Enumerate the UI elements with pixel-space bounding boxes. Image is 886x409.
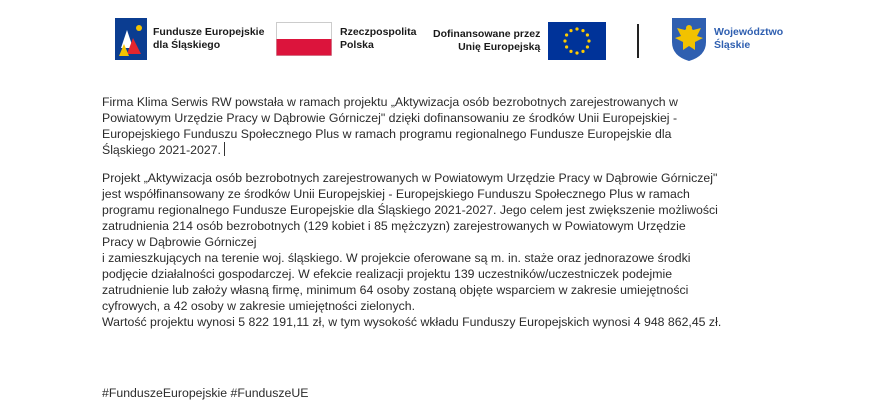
project-line: Projekt „Aktywizacja osób bezrobotnych zarejestrowanych w Powiatowym Urzędzie Pracy w Dąbrowie Górniczej": [102, 171, 718, 185]
project-value-line: Wartość projektu wynosi 5 822 191,11 zł, w tym wysokość wkładu Funduszy Europejskich wynosi 4 948 862,45 zł.: [102, 315, 722, 329]
sl-label: Województwo Śląskie: [714, 26, 784, 51]
logo-rzeczpospolita-polska: [276, 22, 416, 56]
intro-paragraph: [102, 94, 792, 158]
intro-line-text: Śląskiego 2021-2027.: [102, 143, 221, 157]
eu-flag-icon: [548, 22, 606, 60]
project-line: podjęcie działalności gospodarczej. W efekcie realizacji projektu 139 uczestników/uczestniczek podejmie: [102, 267, 673, 281]
project-line: cyfrowych, a 42 osoby w zakresie umiejętności zielonych.: [102, 299, 416, 313]
polish-flag-icon: [276, 22, 332, 56]
logo-separator: [637, 24, 639, 58]
intro-line: [102, 142, 792, 158]
project-line: programu regionalnego Fundusze Europejskie dla Śląskiego 2021-2027. Jego celem jest zwiększenie możliwości: [102, 203, 718, 217]
fe-emblem-icon: [115, 18, 147, 60]
project-line: i zamieszkujących na terenie woj. śląskiego. W projekcie oferowane są m. in. staże oraz jednorazowe środki: [102, 251, 691, 265]
hashtags: #FunduszeEuropejskie #FunduszeUE: [102, 386, 309, 400]
ue-label: Dofinansowane przez Unię Europejską: [433, 28, 541, 53]
intro-line: Europejskiego Funduszu Społecznego Plus w ramach programu regionalnego Fundusze Europejskie dla: [102, 127, 672, 141]
intro-line: Powiatowym Urzędzie Pracy w Dąbrowie Górniczej" dzięki dofinansowaniu ze środków Unii Europejskiej -: [102, 111, 678, 125]
intro-line: Firma Klima Serwis RW powstała w ramach projektu „Aktywizacja osób bezrobotnych zarejestrowanych w: [102, 95, 678, 109]
project-line: zatrudnienia 214 osób bezrobotnych (129 kobiet i 85 mężczyzn) zarejestrowanych w Powiatowym Urzędzie: [102, 219, 686, 233]
project-line: zatrudnienie lub założy własną firmę, minimum 64 osoby zostaną objęte wsparciem w zakresie umiejętności: [102, 283, 689, 297]
funding-logo-bar: [100, 10, 790, 72]
project-line: jest współfinansowany ze środków Unii Europejskiej - Europejskiego Funduszu Społecznego Plus w ramach: [102, 187, 690, 201]
project-line: Pracy w Dąbrowie Górniczej: [102, 235, 257, 249]
rp-label: Rzeczpospolita Polska: [340, 26, 417, 51]
logo-unia-europejska: [433, 22, 606, 60]
fe-label: Fundusze Europejskie dla Śląskiego: [153, 26, 265, 51]
logo-wojewodztwo-slaskie: [670, 16, 783, 62]
logo-fundusze-europejskie: [115, 18, 264, 60]
silesian-eagle-coat-of-arms-icon: [670, 16, 708, 62]
project-description: [102, 94, 792, 342]
text-cursor: [224, 142, 225, 156]
project-paragraph: [102, 170, 792, 330]
